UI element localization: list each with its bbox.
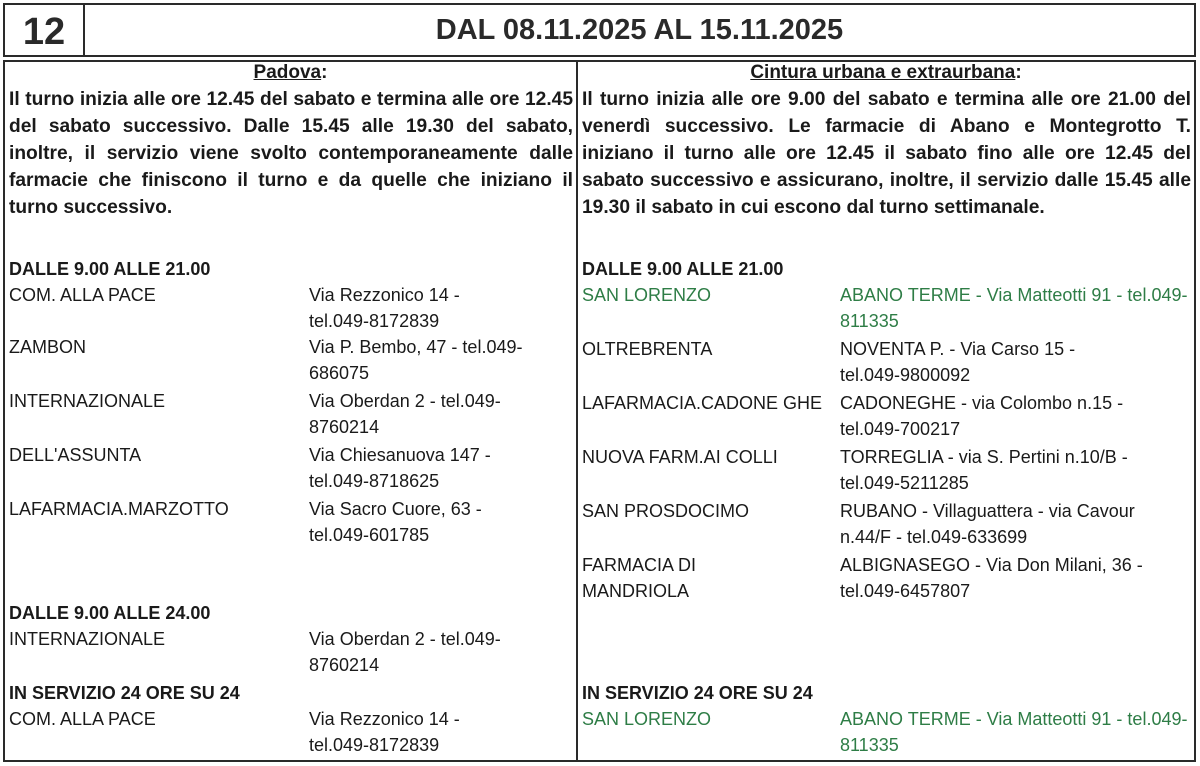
pharmacy-name: FARMACIA DI MANDRIOLA [582, 555, 697, 601]
pharmacy-row [578, 390, 1194, 444]
pharmacy-row [5, 442, 576, 496]
header [3, 3, 1196, 57]
pharmacy-name: SAN LORENZO [582, 285, 712, 305]
pharmacy-row [578, 498, 1194, 552]
pharmacy-row [5, 282, 576, 334]
pharmacy-address: Via Rezzonico 14 - tel.049-8172839 [309, 709, 460, 755]
pharmacy-address: RUBANO - Villaguattera - via Cavour n.44/F - tel.049-633699 [840, 501, 1135, 547]
period-title: DAL 08.11.2025 AL 15.11.2025 [435, 14, 844, 46]
pharmacy-address: NOVENTA P. - Via Carso 15 - tel.049-9800092 [840, 339, 1076, 385]
section-title: IN SERVIZIO 24 ORE SU 24 [9, 683, 240, 703]
pharmacy-name: ZAMBON [9, 337, 87, 357]
cintura-intro: Il turno inizia alle ore 9.00 del sabato e termina alle ore 21.00 del venerdì successivo. Le farmacie di Abano e Montegrotto T. iniziano il turno alle ore 12.45 il sabato fino alle ore 12.45 del sabato successivo e assicurano, inoltre, il servizio dalle 15.45 alle 19.30 il sabato in cui escono dal turno settimanale. [582, 89, 1191, 218]
pharmacy-name: OLTREBRENTA [582, 339, 713, 359]
section-title: IN SERVIZIO 24 ORE SU 24 [582, 683, 813, 703]
section-title: DALLE 9.00 ALLE 21.00 [9, 259, 211, 279]
padova-section-9-21 [5, 256, 576, 550]
section-title: DALLE 9.00 ALLE 24.00 [9, 603, 211, 623]
pharmacy-row [5, 706, 576, 760]
section-title: DALLE 9.00 ALLE 21.00 [582, 259, 784, 279]
padova-section-24h [5, 680, 576, 760]
pharmacy-name: COM. ALLA PACE [9, 709, 156, 729]
pharmacy-address: Via Rezzonico 14 - tel.049-8172839 [309, 285, 460, 331]
pharmacy-address: Via P. Bembo, 47 - tel.049-686075 [309, 337, 523, 383]
pharmacy-row [5, 496, 576, 550]
pharmacy-name: DELL'ASSUNTA [9, 445, 142, 465]
pharmacy-address: Via Oberdan 2 - tel.049-8760214 [309, 629, 501, 675]
pharmacy-name: SAN LORENZO [582, 709, 712, 729]
pharmacy-address: ALBIGNASEGO - Via Don Milani, 36 - tel.049-6457807 [840, 555, 1143, 601]
pharmacy-address: TORREGLIA - via S. Pertini n.10/B - tel.049-5211285 [840, 447, 1128, 493]
pharmacy-row [5, 334, 576, 388]
pharmacy-name: SAN PROSDOCIMO [582, 501, 750, 521]
cintura-section-24h [578, 680, 1194, 760]
pharmacy-name: COM. ALLA PACE [9, 285, 156, 305]
padova-title: Padova: [253, 62, 328, 83]
padova-section-9-24 [5, 600, 576, 680]
pharmacy-row [578, 444, 1194, 498]
padova-column [5, 62, 578, 760]
pharmacy-address: CADONEGHE - via Colombo n.15 - tel.049-700217 [840, 393, 1124, 439]
pharmacy-row [5, 626, 576, 680]
pharmacy-address: Via Chiesanuova 147 - tel.049-8718625 [309, 445, 491, 491]
pharmacy-name: NUOVA FARM.AI COLLI [582, 447, 778, 467]
pharmacy-row [5, 388, 576, 442]
padova-intro: Il turno inizia alle ore 12.45 del sabato e termina alle ore 12.45 del sabato successivo. Dalle 15.45 alle 19.30 del sabato, inoltre, il servizio viene svolto contemporaneamente dalle farmacie che finiscono il turno e da quelle che iniziano il turno successivo. [9, 89, 573, 218]
cintura-section-9-21 [578, 256, 1194, 606]
pharmacy-row [578, 336, 1194, 390]
pharmacy-row-highlight [578, 282, 1194, 336]
pharmacy-name: LAFARMACIA.MARZOTTO [9, 499, 229, 519]
schedule-body [3, 60, 1196, 762]
week-number: 12 [5, 5, 85, 55]
pharmacy-address: ABANO TERME - Via Matteotti 91 - tel.049-811335 [840, 709, 1188, 755]
pharmacy-row [578, 552, 1194, 606]
pharmacy-name: INTERNAZIONALE [9, 629, 166, 649]
cintura-title: Cintura urbana e extraurbana: [750, 62, 1022, 83]
pharmacy-address: ABANO TERME - Via Matteotti 91 - tel.049-811335 [840, 285, 1188, 331]
cintura-column [578, 62, 1194, 760]
pharmacy-name: LAFARMACIA.CADONE GHE [582, 393, 823, 413]
pharmacy-address: Via Oberdan 2 - tel.049-8760214 [309, 391, 501, 437]
pharmacy-name: INTERNAZIONALE [9, 391, 166, 411]
pharmacy-address: Via Sacro Cuore, 63 - tel.049-601785 [309, 499, 482, 545]
pharmacy-row-highlight [578, 706, 1194, 760]
